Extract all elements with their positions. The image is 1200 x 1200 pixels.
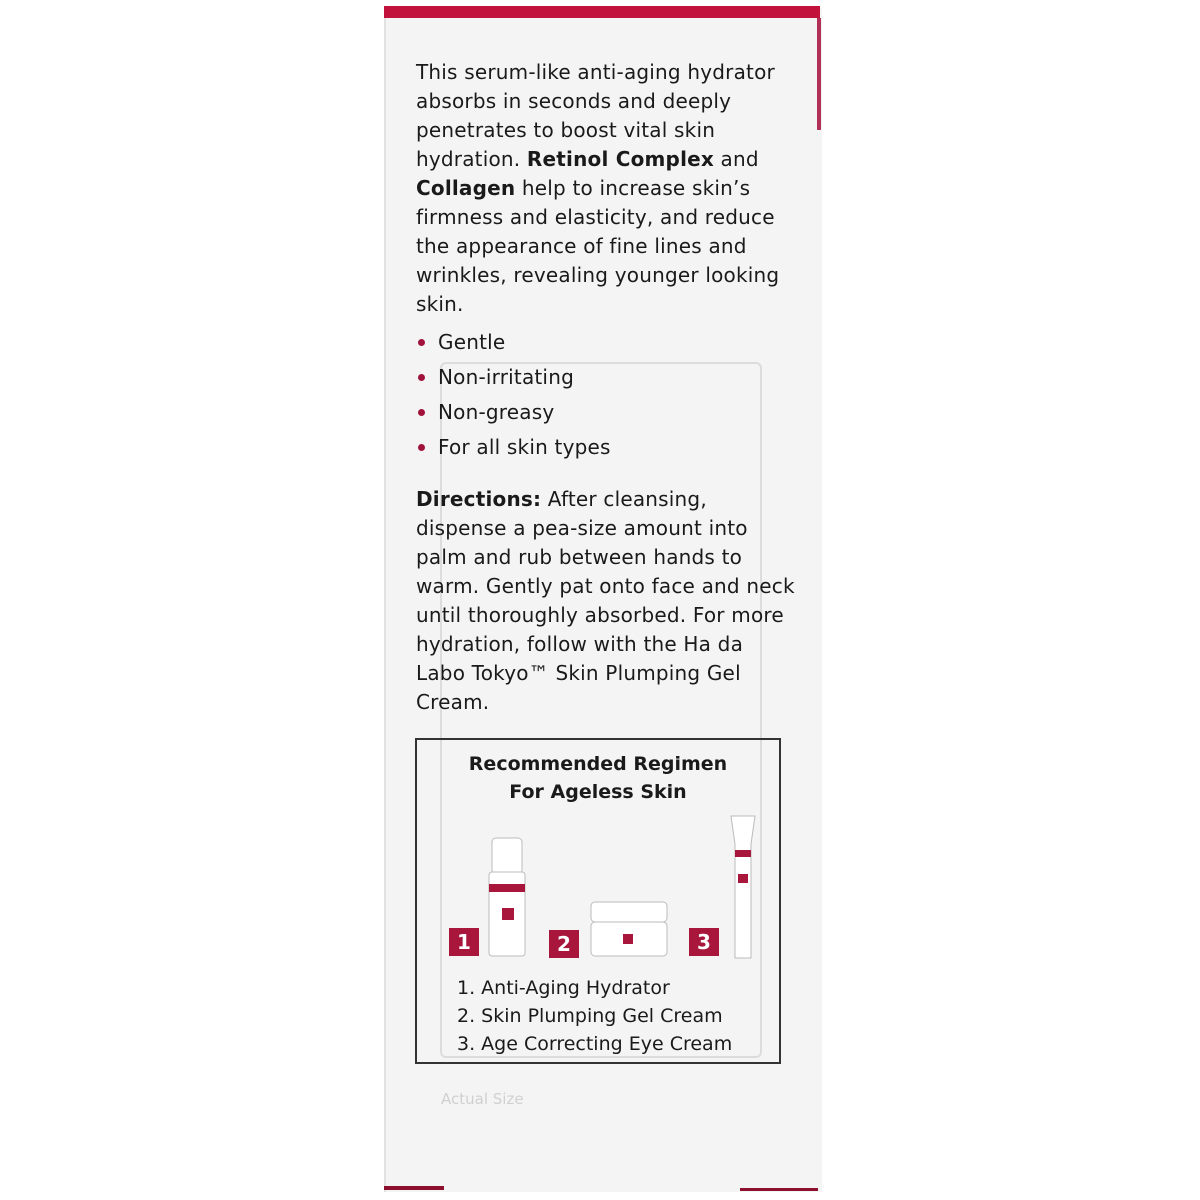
collagen-term: Collagen xyxy=(416,176,516,200)
benefit-item: For all skin types xyxy=(416,430,796,465)
retinol-complex-term: Retinol Complex xyxy=(526,147,714,171)
intro-text: This serum-like anti-aging hydrator absorbs in seconds and deeply penetrates to boost vital skin hydration. xyxy=(416,60,775,171)
pump-bottle-icon xyxy=(487,836,527,958)
benefit-item: Gentle xyxy=(416,325,796,360)
intro-paragraph xyxy=(416,58,796,319)
regimen-list xyxy=(457,974,732,1058)
right-accent-edge xyxy=(817,18,821,130)
bottom-accent-left xyxy=(384,1186,444,1190)
regimen-list-item: 2. Skin Plumping Gel Cream xyxy=(457,1005,723,1027)
intro-text: and xyxy=(714,147,759,171)
regimen-list-item: 3. Age Correcting Eye Cream xyxy=(457,1033,733,1055)
regimen-title-line: Recommended Regimen xyxy=(468,753,728,775)
top-accent-band xyxy=(384,6,820,18)
step-badge-1: 1 xyxy=(449,928,479,956)
directions-text: After cleansing, dispense a pea-size amount into palm and rub between hands to warm. Gently pat onto face and neck until thoroughly absorbed. For more hydration, follow with the Ha da Labo Tokyo™ Skin Plumping Gel Cream. xyxy=(416,487,795,714)
benefit-list xyxy=(416,325,796,465)
directions-paragraph xyxy=(416,485,796,717)
regimen-title-line: For Ageless Skin xyxy=(509,781,687,803)
regimen-title xyxy=(417,750,779,806)
actual-size-label: Actual Size xyxy=(441,1090,524,1108)
benefit-item: Non-greasy xyxy=(416,395,796,430)
cream-jar-icon xyxy=(589,900,669,960)
step-badge-3: 3 xyxy=(689,928,719,956)
regimen-list-item: 1. Anti-Aging Hydrator xyxy=(457,977,670,999)
directions-label: Directions: xyxy=(416,487,542,511)
bottom-accent-right xyxy=(740,1188,818,1191)
benefit-item: Non-irritating xyxy=(416,360,796,395)
description-block xyxy=(416,58,796,717)
eye-cream-tube-icon xyxy=(729,814,759,960)
step-badge-2: 2 xyxy=(549,930,579,958)
regimen-box xyxy=(415,738,781,1064)
intro-text: help to increase skin’s firmness and elasticity, and reduce the appearance of fine lines and wrinkles, revealing younger looking skin. xyxy=(416,176,780,316)
